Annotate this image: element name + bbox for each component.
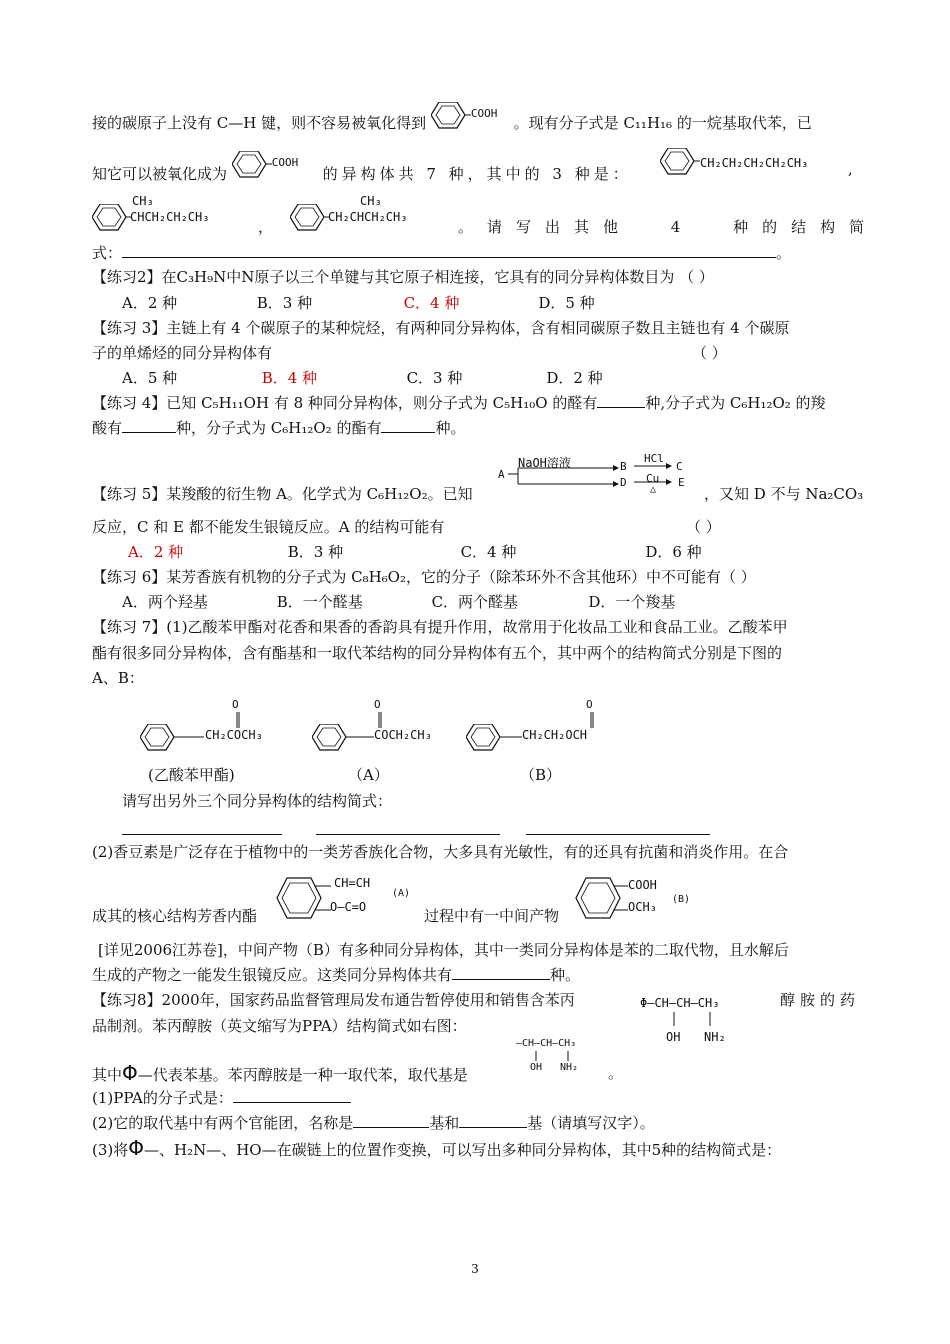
isomer-1-structure (92, 204, 132, 232)
intermediate-structure (574, 876, 634, 920)
intro-line-2: 知它可以被氧化成为 COOH 的异构体共 7 种，其中的 3 种是： (92, 163, 858, 187)
exercise-5-stem: 【练习 5】某羧酸的衍生物 A。化学式为 C₆H₁₂O₂。已知 ，又知 D 不与 Na₂CO₃ (92, 485, 864, 503)
answer-option: C．4 种 (403, 294, 460, 312)
caption-b: （B） (520, 766, 562, 784)
isomer-2-structure (290, 204, 330, 232)
answer-blank[interactable] (122, 243, 776, 258)
caption-benzyl-acetate: (乙酸苯甲酯) (148, 766, 235, 784)
intro-line-4: 式： 。 (92, 244, 792, 262)
exercise-8-line-1: 【练习8】2000年，国家药品监督管理局发布通告暂停使用和销售含苯丙 醇胺的药 (92, 991, 861, 1009)
benzene-ring-icon (140, 724, 204, 754)
exercise-6-stem: 【练习 6】某芳香族有机物的分子式为 C₈H₆O₂，它的分子（除苯环外不含其他环）中不可能有（ ） (92, 568, 756, 586)
exercise-2-stem: 【练习2】在C₃H₉N中N原子以三个单键与其它原子相连接，它具有的同分异构体数目为 （ ） (92, 268, 714, 286)
page-number: 3 (471, 1262, 479, 1276)
ppa-structure: Φ—CH—CH—CH₃ OH NH₂ (640, 996, 726, 1044)
benzene-ring-icon (92, 204, 132, 232)
benzene-ring-icon (660, 148, 700, 176)
exercise-2-options: A．2 种 B．3 种 C．4 种 D．5 种 (122, 294, 595, 312)
exercise-5-options: A．2 种 B．3 种 C．4 种 D．6 种 (128, 543, 702, 561)
exercise-7-part-2: (2)香豆素是广泛存在于植物中的一类芳香族化合物，大多具有光敏性，有的还具有抗菌和消炎作用。在合 (92, 843, 789, 861)
exercise-6-options: A．两个羟基 B．一个醛基 C．两个醛基 D．一个羧基 (122, 593, 676, 611)
exercise-7-line-1: 【练习 7】(1)乙酸苯甲酯对花香和果香的香韵具有提升作用，故常用于化妆品工业和食品工业。乙酸苯甲 (92, 618, 788, 636)
exercise-3-options: A．5 种 B．4 种 C．3 种 D．2 种 (122, 369, 603, 387)
exercise-3-stem: 【练习 3】主链上有 4 个碳原子的某种烷烃，有两种同分异构体，含有相同碳原子数且主链也有 4 个碳原 (92, 319, 790, 337)
phi-symbol: Φ (122, 1061, 138, 1085)
answer-option: B．4 种 (261, 369, 318, 387)
answer-blank[interactable] (381, 418, 435, 433)
isomer-a-structure (312, 724, 376, 754)
answer-option: A．2 种 (128, 543, 184, 561)
isomer-b-structure (466, 724, 530, 754)
benzene-ring-icon (574, 876, 634, 920)
answer-blank[interactable] (122, 418, 176, 433)
benzoic-acid-structure-2: COOH (232, 163, 318, 187)
answer-blank[interactable] (353, 1113, 429, 1128)
benzene-ring-icon (466, 724, 530, 754)
pentyl-chain: CH₂CH₂CH₂CH₂CH₃ (700, 156, 809, 170)
caption-a: （A） (348, 766, 389, 784)
answer-blank[interactable] (452, 965, 550, 980)
answer-blank[interactable] (459, 1113, 527, 1128)
answer-blank[interactable] (233, 1088, 351, 1103)
coumarin-structure (275, 876, 335, 920)
exercise-4-line-2: 酸有 种，分子式为 C₆H₁₂O₂ 的酯有 种。 (92, 419, 466, 437)
substituent-structure: —CH—CH—CH₃ OH NH₂ (516, 1038, 579, 1073)
reaction-scheme: A NaOH溶液 B D HCl Cu △ C E (498, 452, 685, 495)
answer-blank[interactable] (122, 820, 282, 835)
benzoic-acid-structure: COOH (431, 112, 509, 136)
benzene-ring-icon (290, 204, 330, 232)
exercise-4-line-1: 【练习 4】已知 C₅H₁₁OH 有 8 种同分异构体，则分子式为 C₅H₁₀O 的醛有 种,分子式为 C₆H₁₂O₂ 的羧 (92, 394, 826, 412)
benzyl-acetate-structure (140, 724, 204, 754)
answer-blank[interactable] (316, 820, 500, 835)
answer-blank[interactable] (597, 393, 645, 408)
intro-line-1: 接的碳原子上没有 C—H 键，则不容易被氧化得到 COOH 。现有分子式是 C₁₁H₁₆ 的一烷基取代苯，已 (92, 112, 858, 136)
benzene-ring-icon (275, 876, 335, 920)
answer-blank[interactable] (526, 820, 710, 835)
benzene-ring-icon (312, 724, 376, 754)
pentylbenzene-structure (660, 148, 700, 176)
